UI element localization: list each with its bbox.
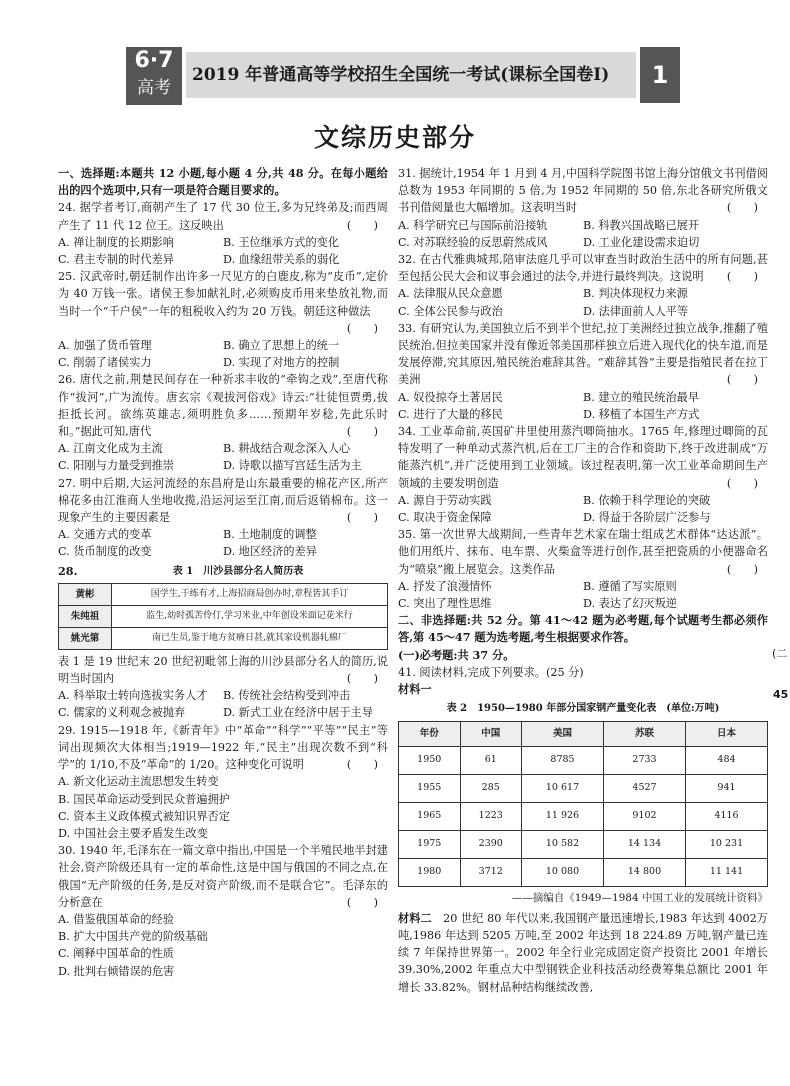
q32-option-b: B. 判决体现权力来源 <box>583 287 688 301</box>
q33-option-d: D. 移植了本国生产方式 <box>583 407 700 421</box>
table-row: 1975 2390 10 582 14 134 10 231 <box>399 830 768 858</box>
part2-subheading: (一)必考题:共 37 分。 <box>398 647 515 662</box>
q28-option-a: A. 科举取士转向选拔实务人才 <box>58 689 208 703</box>
q31-stem: 31. 据统计,1954 年 1 月到 4 月,中国科学院图书馆上海分馆俄文书刊借阅总数为 1953 年同期的 5 倍,为 1952 年同期的 50 倍,东北各研究所俄文书刊借阅量也大幅增加。这表明当时 ( ) <box>398 167 768 215</box>
question-26 <box>58 371 388 474</box>
question-25 <box>58 268 388 371</box>
exam-number-badge: 1 <box>640 47 680 103</box>
q33-option-c: C. 进行了大量的移民 <box>398 407 503 421</box>
q28-stem: 表 1 是 19 世纪末 20 世纪初毗邻上海的川沙县部分名人的简历,说明当时国内 ( ) <box>58 654 388 686</box>
q34-option-a: A. 源自于劳动实践 <box>398 493 492 507</box>
right-column <box>398 165 768 996</box>
q24-stem: 24. 据学者考订,商朝产生了 17 代 30 位王,多为兄终弟及;而西周产生了 11 代 12 位王。这反映出 ( ) <box>58 201 388 232</box>
question-31 <box>398 165 768 251</box>
q26-stem: 26. 唐代之前,荆楚民间存在一种祈求丰收的“牵钩之戏”,至唐代称作“拔河”,广为流传。唐玄宗《观拔河俗戏》诗云:“壮徒恒贾勇,拔拒抵长河。欲练英雄志,须明胜负多……预期年岁稔,先此乐时和。”据此可知,唐代 ( ) <box>58 373 388 439</box>
q25-paren: ( ) <box>346 321 378 335</box>
table-row: 1950 61 8785 2733 484 <box>399 746 768 774</box>
q31-option-c: C. 对苏联经验的反思蔚然成风 <box>398 235 548 249</box>
q25-option-c: C. 削弱了诸侯实力 <box>58 356 152 370</box>
table2 <box>398 721 768 887</box>
q25-option-b: B. 确立了思想上的统一 <box>223 339 340 353</box>
q35-option-b: B. 遵循了写实原则 <box>583 579 677 593</box>
q28-number: 28. <box>58 564 78 579</box>
q29-stem: 29. 1915—1918 年,《新青年》中“革命”“科学”“平等”“民主”等词出现频次大体相当;1919—1922 年,“民主”出现次数不到“科学”的 1/10,不及“革命”的 1/20。这种变化可说明 ( ) <box>58 723 388 772</box>
q31-option-d: D. 工业化建设需求迫切 <box>583 235 700 249</box>
q26-option-c: C. 阳刚与力量受到推崇 <box>58 459 174 473</box>
table1-caption: 表 1 川沙县部分名人简历表 <box>172 565 304 577</box>
q34-stem: 34. 工业革命前,英国矿井里使用蒸汽唧筒抽水。1765 年,修理过唧筒的瓦特发明了一种单动式蒸汽机,后在工厂主的合作和资助下,终于改进制成“万能蒸汽机”,并广泛使用到工业领域。该过程表明,第一次工业革命期间生产领域的主要发明创造 ( ) <box>398 425 768 490</box>
q24-option-a: A. 禅让制度的长期影响 <box>58 235 174 249</box>
exam-title: 2019 年普通高等学校招生全国统一考试(课标全国卷Ⅰ) <box>192 65 610 85</box>
q25-option-d: D. 实现了对地方的控制 <box>223 356 340 370</box>
q30-option-c: C. 阐释中国革命的性质 <box>58 947 174 961</box>
logo-top: 6·7 <box>134 48 174 73</box>
q31-option-b: B. 科教兴国战略已展开 <box>583 218 700 232</box>
q30-stem: 30. 1940 年,毛泽东在一篇文章中指出,中国是一个半殖民地半封建社会,资产阶级还具有一定的革命性,这是中国与俄国的不同之点,在俄国“无产阶级的任务,是反对资产阶级,而不是联合它”。毛泽东的分析意在 ( ) <box>58 844 388 909</box>
q35-stem: 35. 第一次世界大战期间,一些青年艺术家在瑞士组成艺术群体“达达派”。他们用纸片、抹布、电车票、火柴盒等进行创作,甚至把瓷质的小便器命名为“喷泉”搬上展览会。这类作品 ( ) <box>398 528 768 576</box>
part1-intro: 一、选择题:本题共 12 小题,每小题 4 分,共 48 分。在每小题给出的四个选项中,只有一项是符合题目要求的。 <box>58 166 388 198</box>
q25-option-a: A. 加强了货币管理 <box>58 339 152 353</box>
q41-material1-label: 材料一 <box>398 682 432 697</box>
q30-option-d: D. 批判右倾错误的危害 <box>58 964 175 978</box>
q27-option-d: D. 地区经济的差异 <box>223 545 317 559</box>
question-27 <box>58 475 388 561</box>
q32-option-c: C. 全体公民参与政治 <box>398 304 503 318</box>
table-row: 朱纯祖 监生,幼时孤苦伶仃,学习米业,中年创设米面记花米行 <box>59 605 388 627</box>
q25-stem: 25. 汉武帝时,朝廷制作出许多一尺见方的白鹿皮,称为“皮币”,定价为 40 万钱一张。诸侯王参加献礼时,必须购皮币用来垫放礼物,而当时一个“千户侯”一年的租税收入约为 20 万钱。朝廷这种做法 <box>58 270 388 318</box>
q29-option-a: A. 新文化运动主流思想发生转变 <box>58 775 219 789</box>
table2-caption: 表 2 1950—1980 年部分国家钢产量变化表 (单位:万吨) <box>446 703 720 715</box>
side-margin-mark: (二 <box>772 647 788 660</box>
section-title: 文综历史部分 <box>313 123 476 152</box>
q30-option-a: A. 借鉴俄国革命的经验 <box>58 912 174 926</box>
question-24 <box>58 199 388 268</box>
q30-option-b: B. 扩大中国共产党的阶级基础 <box>58 930 208 944</box>
table-row: 1965 1223 11 926 9102 4116 <box>399 802 768 830</box>
q27-option-b: B. 土地制度的调整 <box>223 528 317 542</box>
question-35 <box>398 526 768 612</box>
table-row: 1955 285 10 617 4527 941 <box>399 774 768 802</box>
q35-option-a: A. 抒发了浪漫情怀 <box>398 579 492 593</box>
q29-option-b: B. 国民革命运动受到民众普遍拥护 <box>58 792 230 806</box>
q32-stem: 32. 在古代雅典城邦,陪审法庭几乎可以审查当时政治生活中的所有问题,甚至包括公民大会和议事会通过的法令,并进行最终判决。这说明 ( ) <box>398 253 768 284</box>
q26-option-a: A. 江南文化成为主流 <box>58 442 163 456</box>
q33-stem: 33. 有研究认为,美国独立后不到半个世纪,拉丁美洲经过独立战争,推翻了殖民统治,但拉美国家并没有像近邻美国那样独立后进入现代化的快车道,而是发展停滞,究其原因,殖民统治难辞其咎。“难辞其咎”主要是指殖民者在拉丁美洲 ( ) <box>398 321 768 387</box>
question-41 <box>398 664 768 996</box>
table1 <box>58 583 388 650</box>
q31-option-a: A. 科学研究已与国际前沿接轨 <box>398 218 548 232</box>
side-page-number: 45 <box>773 688 789 701</box>
q32-option-d: D. 法律面前人人平等 <box>583 304 689 318</box>
question-28 <box>58 561 388 722</box>
table-row: 黄彬 国学生,干练有才,上海招商局创办时,章程皆其手订 <box>59 583 388 605</box>
q27-stem: 27. 明中后期,大运河流经的东昌府是山东最重要的棉花产区,所产棉花多由江淮商人坐地收揽,沿运河运至江南,而后返销棉布。这一现象产生的主要因素是 ( ) <box>58 476 388 525</box>
q24-option-c: C. 君主专制的时代差异 <box>58 253 174 267</box>
q34-option-d: D. 得益于各阶层广泛参与 <box>583 511 711 525</box>
table-row: 姚光第 南已生员,鉴于地方贫瘠日甚,就其家设机器轧棉厂 <box>59 627 388 649</box>
q34-option-c: C. 取决于资金保障 <box>398 511 492 525</box>
q26-option-d: D. 诗歌以描写宫廷生活为主 <box>223 459 362 473</box>
q24-option-b: B. 王位继承方式的变化 <box>223 235 340 249</box>
q24-option-d: D. 血缘纽带关系的弱化 <box>223 253 340 267</box>
q28-option-b: B. 传统社会结构受到冲击 <box>223 689 351 703</box>
question-34 <box>398 423 768 526</box>
table2-source: ——摘编自《1949—1984 中国工业的发展统计资料》 <box>511 891 768 904</box>
q29-option-c: C. 资本主义政体模式被知识界否定 <box>58 809 230 823</box>
q35-option-d: D. 表达了幻灭叛逆 <box>583 597 677 611</box>
logo-bottom: 高考 <box>137 78 171 98</box>
q35-option-c: C. 突出了理性思维 <box>398 597 492 611</box>
q33-option-a: A. 奴役掠夺土著居民 <box>398 390 503 404</box>
q27-option-c: C. 货币制度的改变 <box>58 545 152 559</box>
q33-option-b: B. 建立的殖民统治最早 <box>583 390 700 404</box>
q41-stem: 41. 阅读材料,完成下列要求。(25 分) <box>398 665 584 679</box>
exam-logo <box>126 47 182 105</box>
question-30 <box>58 842 388 980</box>
q29-option-d: D. 中国社会主要矛盾发生改变 <box>58 826 208 840</box>
question-33 <box>398 320 768 423</box>
q28-option-d: D. 新式工业在经济中居于主导 <box>223 706 373 720</box>
question-29 <box>58 722 388 842</box>
q41-material2: 材料二 20 世纪 80 年代以来,我国钢产量迅速增长,1983 年达到 4002万吨,1986 年达到 5205 万吨,至 2002 年达到 18 224.89 万吨,钢产量已连续 7 年保持世界第一。2002 年全行业完成固定资产投资比 2001 年增长 39.30%,2002 年重点大中型钢铁企业科技活动经费筹集总额比 2001 年增长 33.82%。钢材品种结构继续改善, <box>398 910 768 994</box>
table-header-row: 年份 中国 美国 苏联 日本 <box>399 721 768 746</box>
table-row: 1980 3712 10 080 14 800 11 141 <box>399 858 768 886</box>
q26-option-b: B. 耕战结合观念深入人心 <box>223 442 351 456</box>
part2-intro: 二、非选择题:共 52 分。第 41～42 题为必考题,每个试题考生都必须作答,第 45～47 题为选考题,考生根据要求作答。 <box>398 613 768 645</box>
q32-option-a: A. 法律服从民众意愿 <box>398 287 503 301</box>
left-column <box>58 165 388 980</box>
question-32 <box>398 251 768 320</box>
q27-option-a: A. 交通方式的变革 <box>58 528 152 542</box>
q28-option-c: C. 儒家的义利观念被抛弃 <box>58 706 186 720</box>
q34-option-b: B. 依赖于科学理论的突破 <box>583 493 711 507</box>
